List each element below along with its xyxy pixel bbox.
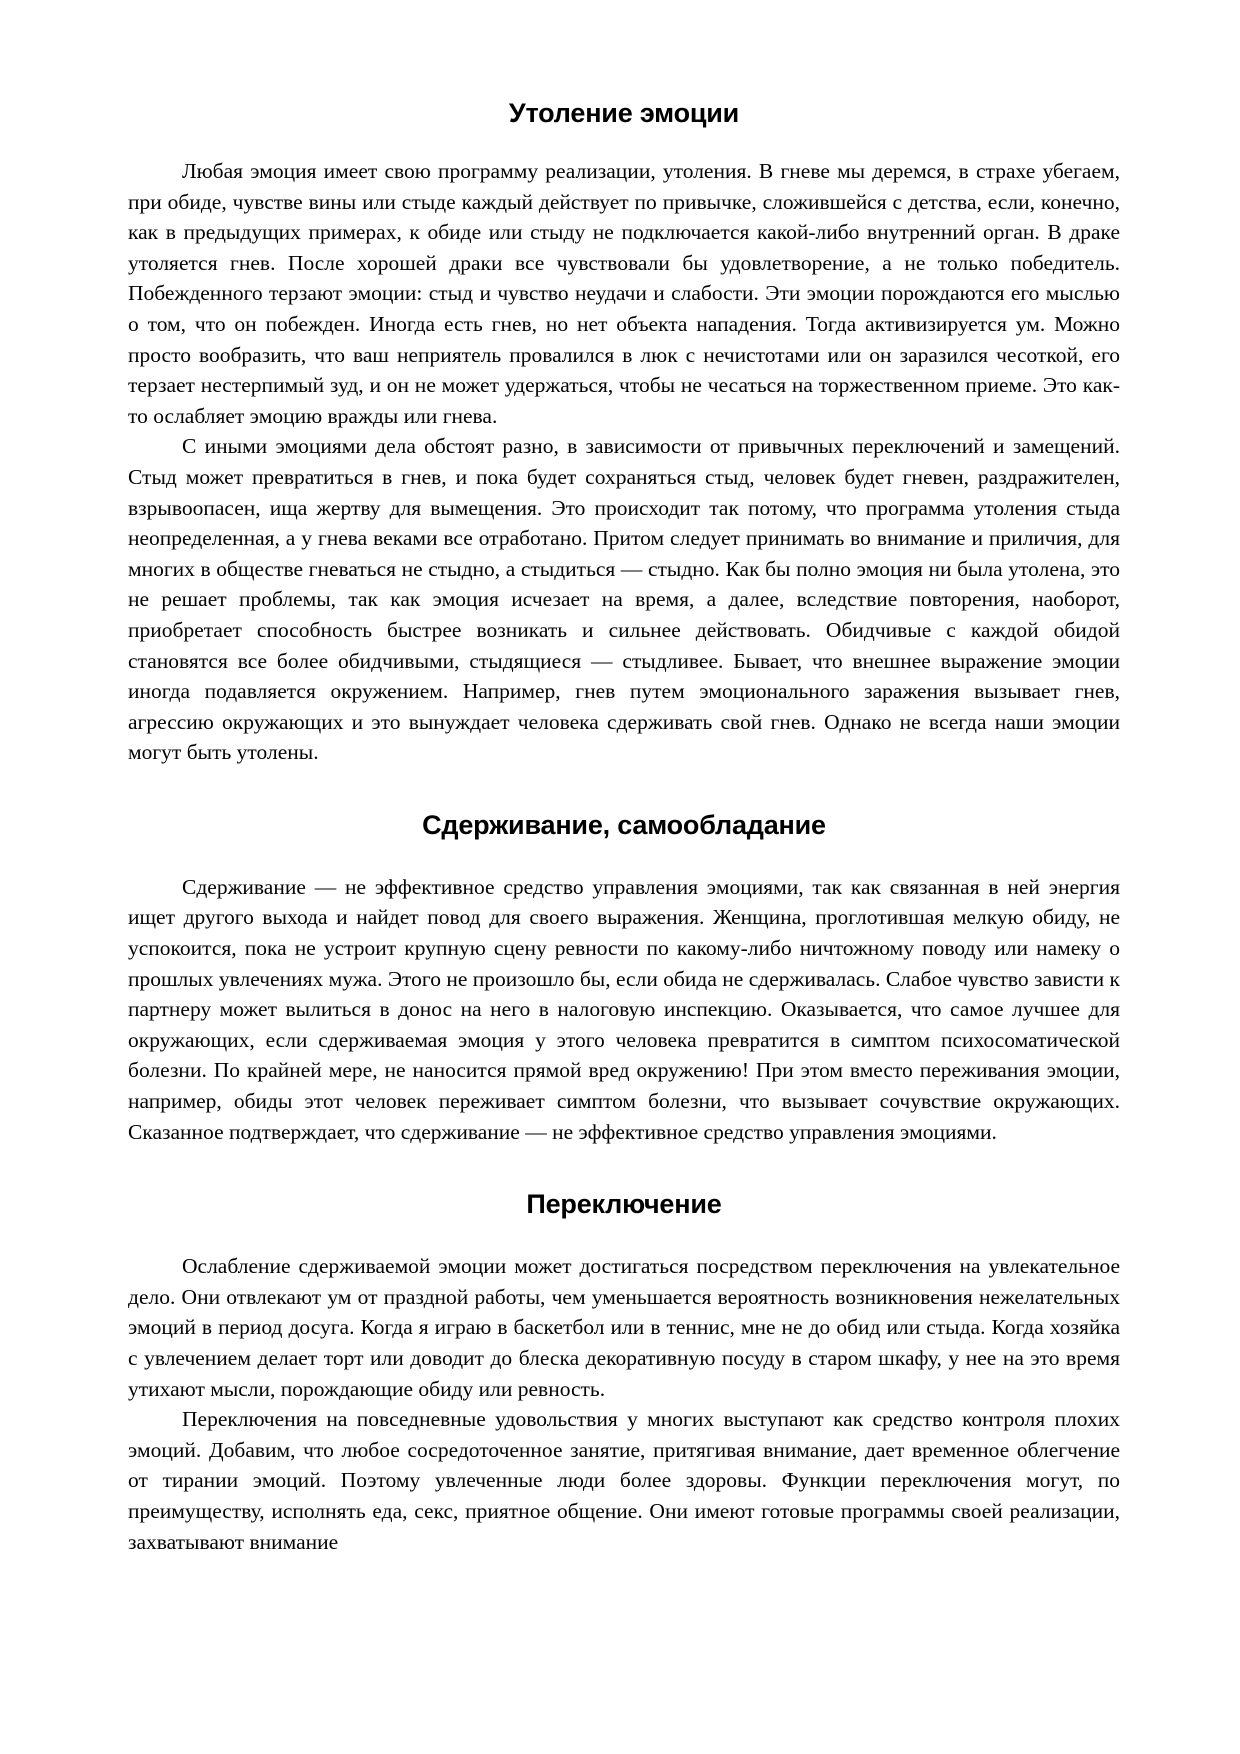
section-heading-restraint: Сдерживание, самообладание — [422, 809, 826, 840]
page-title: Утоление эмоции — [508, 98, 740, 128]
paragraph: Ослабление сдерживаемой эмоции может достигаться посредством переключения на увлекательное дело. Они отвлекают ум от праздной работы, чем уменьшается вероятность возникновения нежелательных эмоций в период досуга. Когда я играю в баскетбол или в теннис, мне не до обид или стыда. Когда хозяйка с увлечением делает торт или доводит до блеска декоративную посуду в старом шкафу, у нее на это время утихают мысли, порождающие обиду или ревность. — [128, 1254, 1120, 1401]
paragraph: Сдерживание — не эффективное средство управления эмоциями, так как связанная в ней энергия ищет другого выхода и найдет повод для своего выражения. Женщина, проглотившая мелкую обиду, не успокоится, пока не устроит крупную сцену ревности по какому-либо ничтожному поводу или намеку о прошлых увлечениях мужа. Этого не произошло бы, если обида не сдерживалась. Слабое чувство зависти к партнеру может вылиться в донос на него в налоговую инспекцию. Оказывается, что самое лучшее для окружающих, если сдерживаемая эмоция у этого человека превратится в симптом психосоматической болезни. По крайней мере, не наносится прямой вред окружению! При этом вместо переживания эмоции, например, обиды этот человек переживает симптом болезни, что вызывает сочувствие окружающих. Сказанное подтверждает, что сдерживание — не эффективное средство управления эмоциями. — [128, 874, 1120, 1144]
section-heading-switching: Переключение — [526, 1189, 722, 1220]
document-body — [128, 96, 1120, 1557]
paragraph: Любая эмоция имеет свою программу реализации, утоления. В гневе мы деремся, в страхе убегаем, при обиде, чувстве вины или стыде каждый действует по привычке, сложившейся с детства, если, конечно, как в предыдущих примерах, к обиде или стыду не подключается какой-либо внутренний орган. В драке утоляется гнев. После хорошей драки все чувствовали бы удовлетворение, а не только победитель. Побежденного терзают эмоции: стыд и чувство неудачи и слабости. Эти эмоции порождаются его мыслью о том, что он побежден. Иногда есть гнев, но нет объекта нападения. Тогда активизируется ум. Можно просто вообразить, что ваш неприятель провалился в люк с нечистотами или он заразился чесоткой, его терзает нестерпимый зуд, и он не может удержаться, чтобы не чесаться на торжественном приеме. Это как-то ослабляет эмоцию вражды или гнева. — [128, 159, 1120, 428]
paragraph: С иными эмоциями дела обстоят разно, в зависимости от привычных переключений и замещений. Стыд может превратиться в гнев, и пока будет сохраняться стыд, человек будет гневен, раздражителен, взрывоопасен, ища жертву для вымещения. Это происходит так потому, что программа утоления стыда неопределенная, а у гнева веками все отработано. Притом следует принимать во внимание и приличия, для многих в обществе гневаться не стыдно, а стыдиться — стыдно. Как бы полно эмоция ни была утолена, это не решает проблемы, так как эмоция исчезает на время, а далее, вследствие повторения, наоборот, приобретает способность быстрее возникать и сильнее действовать. Обидчивые с каждой обидой становятся все более обидчивыми, стыдящиеся — стыдливее. Бывает, что внешнее выражение эмоции иногда подавляется окружением. Например, гнев путем эмоционального заражения вызывает гнев, агрессию окружающих и это вынуждает человека сдерживать свой гнев. Однако не всегда наши эмоции могут быть утолены. — [128, 434, 1120, 765]
paragraph: Переключения на повседневные удовольствия у многих выступают как средство контроля плохих эмоций. Добавим, что любое сосредоточенное занятие, притягивая внимание, дает временное облегчение от тирании эмоций. Поэтому увлеченные люди более здоровы. Функции переключения могут, по преимуществу, исполнять еда, секс, приятное общение. Они имеют готовые программы своей реализации, захватывают внимание — [128, 1407, 1120, 1554]
